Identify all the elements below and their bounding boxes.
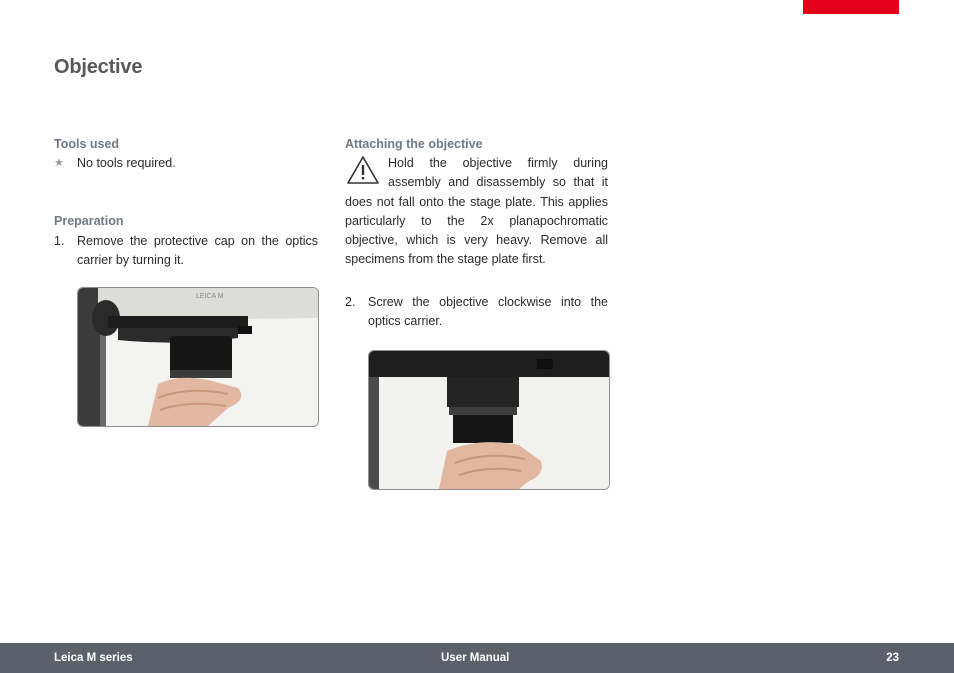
preparation-heading: Preparation (54, 214, 124, 228)
step-2-number: 2. (345, 294, 356, 309)
middle-column (345, 135, 608, 331)
microscope-label: LEICA M (196, 293, 224, 300)
step-1-text: Remove the protective cap on the optics carrier by turning it. (77, 234, 318, 268)
header-accent-tab (803, 0, 899, 14)
tools-heading: Tools used (54, 137, 120, 151)
preparation-section (54, 212, 318, 271)
attaching-heading: Attaching the objective (345, 137, 483, 151)
step-2-text: Screw the objective clockwise into the optics carrier. (368, 294, 608, 329)
warning-text: Hold the objective firmly during assembly and disassembly so that it does not fall onto the stage plate. This applies particularly to the 2x planapochromatic objective, which is very heavy. Remove all specimens from the stage plate first. (345, 156, 608, 267)
left-column (54, 135, 318, 268)
star-icon: ★ (54, 157, 64, 169)
step-1-number: 1. (54, 234, 65, 248)
page-footer (0, 643, 954, 673)
page-title: Objective (54, 56, 143, 78)
step-1 (54, 232, 318, 271)
tools-item (54, 154, 318, 173)
tools-item-text: No tools required. (77, 156, 176, 170)
footer-product: Leica M series (54, 652, 133, 664)
footer-page-number: 23 (886, 652, 899, 664)
photo-remove-cap (77, 287, 319, 427)
photo-screw-objective (368, 350, 610, 490)
step-2 (345, 293, 608, 332)
warning-triangle-icon (345, 154, 383, 192)
warning-block (345, 154, 608, 270)
footer-doc-type: User Manual (441, 652, 510, 664)
